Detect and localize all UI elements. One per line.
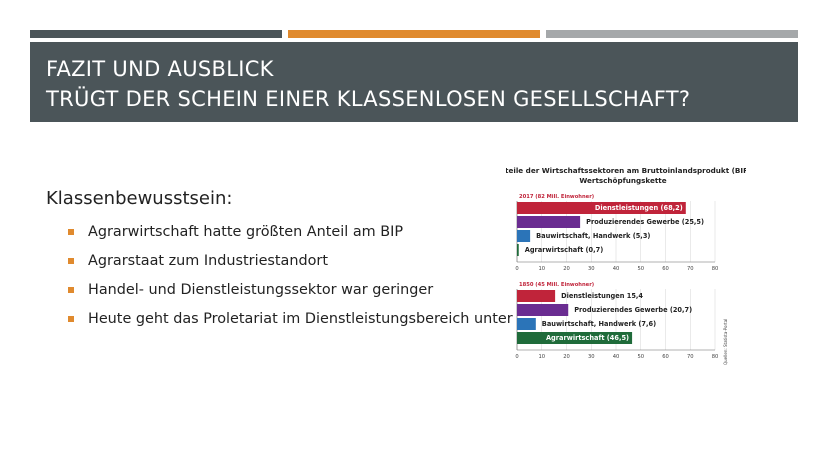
x-tick-label: 0 <box>515 266 519 272</box>
chart-panel <box>515 282 718 360</box>
x-tick-label: 30 <box>587 354 595 360</box>
x-tick-label: 40 <box>612 266 620 272</box>
bar <box>517 216 580 228</box>
panel-label: 1850 (45 Mill. Einwohner) <box>519 282 595 288</box>
bullet-square-icon <box>68 287 74 293</box>
bullet-item <box>68 280 513 309</box>
x-tick-label: 70 <box>686 266 694 272</box>
bullet-item <box>68 222 513 251</box>
x-tick-label: 80 <box>711 266 719 272</box>
x-tick-label: 20 <box>563 354 570 360</box>
x-tick-label: 60 <box>662 354 669 360</box>
bar <box>517 290 555 302</box>
chart-panel <box>515 194 718 272</box>
bar <box>517 230 530 242</box>
bullet-item <box>68 309 513 338</box>
top-bar-gray <box>546 30 798 38</box>
bullet-item <box>68 251 513 280</box>
x-tick-label: 50 <box>637 354 645 360</box>
bar-label: Agrarwirtschaft (0,7) <box>524 246 604 255</box>
bar-label: Bauwirtschaft, Handwerk (7,6) <box>541 320 657 329</box>
bar-label: Dienstleistungen (68,2) <box>594 204 683 213</box>
x-tick-label: 40 <box>612 354 620 360</box>
top-bar-dark <box>30 30 282 38</box>
panel-label: 2017 (82 Mill. Einwohner) <box>519 194 595 200</box>
x-tick-label: 20 <box>563 266 570 272</box>
bullet-text: Agrarstaat zum Industriestandort <box>88 253 328 269</box>
bullet-text: Agrarwirtschaft hatte größten Anteil am BIP <box>88 224 404 240</box>
bar-label: Produzierendes Gewerbe (20,7) <box>574 306 693 315</box>
x-tick-label: 80 <box>711 354 719 360</box>
bar <box>517 318 536 330</box>
subheading: Klassenbewusstsein: <box>46 188 233 209</box>
slide-title-line-2: TRÜGT DER SCHEIN EINER KLASSENLOSEN GESELLSCHAFT? <box>46 87 691 111</box>
chart-panels <box>515 194 718 360</box>
top-bar-orange <box>288 30 540 38</box>
bar-label: Produzierendes Gewerbe (25,5) <box>586 218 705 227</box>
bullet-square-icon <box>68 316 74 322</box>
chart-title: Anteile der Wirtschaftssektoren am Bruttoinlandsprodukt (BIP) <box>506 166 746 175</box>
bar-label: Bauwirtschaft, Handwerk (5,3) <box>536 232 651 241</box>
slide-title-line-1: FAZIT UND AUSBLICK <box>46 57 274 81</box>
bullet-text: Heute geht das Proletariat im Dienstleistungsbereich unter <box>88 311 513 327</box>
bar <box>517 244 519 256</box>
x-tick-label: 50 <box>637 266 645 272</box>
bullet-text: Handel- und Dienstleistungssektor war geringer <box>88 282 434 298</box>
bip-chart-svg <box>506 160 746 380</box>
x-tick-label: 60 <box>662 266 669 272</box>
x-tick-label: 70 <box>686 354 694 360</box>
x-tick-label: 10 <box>538 354 546 360</box>
x-tick-label: 30 <box>587 266 595 272</box>
title-band <box>30 42 798 122</box>
bar-label: Agrarwirtschaft (46,5) <box>545 334 630 343</box>
bar <box>517 304 568 316</box>
x-tick-label: 0 <box>515 354 519 360</box>
bar-label: Dienstleistungen 15,4 <box>561 292 644 301</box>
bip-chart <box>506 160 746 380</box>
chart-subtitle: Wertschöpfungskette <box>579 176 667 185</box>
x-tick-label: 10 <box>538 266 546 272</box>
bullet-square-icon <box>68 229 74 235</box>
chart-source-note: Quellen: Statista-Portal <box>723 318 728 365</box>
bullet-list <box>68 222 513 338</box>
bullet-square-icon <box>68 258 74 264</box>
